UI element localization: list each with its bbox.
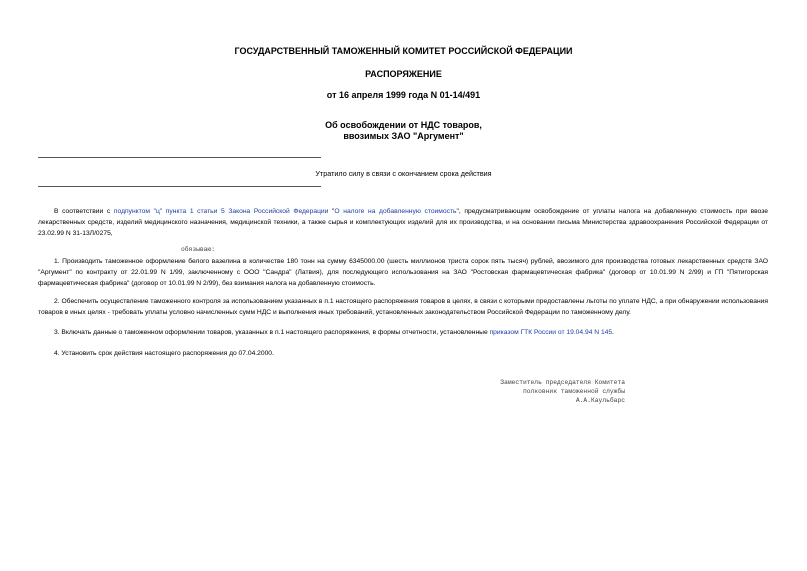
- divider-top: [38, 157, 321, 158]
- item-1-line-2: средств ЗАО "Аргумент" по контракту от 22.01.99 N 1/99, заключенному с ООО "Сандра" (Латвия), для последующего использования на ЗАО "Ростовская фармацевтическая фабрика" (договор от 10.01.99 N 2/99) и: [38, 258, 768, 276]
- document-title: [0, 120, 807, 142]
- item-4-paragraph: 4. Установить срок действия настоящего распоряжения до 07.04.2000.: [54, 350, 274, 357]
- vat-law-link[interactable]: О налоге на добавленную стоимость: [334, 208, 457, 215]
- signature-name: А.А.Каульбарс: [575, 397, 625, 404]
- item-2-line-2: использования товаров в иных целях - требовать уплаты условно начисленных сумм НДС и выполнения иных требований, установленных законодательством Российской Федерации по таможенному делу.: [38, 298, 769, 316]
- item-3-end: .: [612, 329, 614, 336]
- preamble-quote: ": [328, 208, 335, 215]
- item-2-line-1: 2. Обеспечить осуществление таможенного контроля за использованием указанных в п.1 настоящего распоряжения товаров в целях, в связи с которыми предоставлены льготы по уплате НДС, а при обнаружении: [54, 298, 720, 305]
- preamble-line-3: Российской Федерации от 23.02.99 N 31-13Л/0275,: [38, 219, 769, 237]
- item-1-line-1: 1. Производить таможенное оформление белого вазелина в количестве 180 тонн на сумму 6345000.00 (шесть миллионов триста сорок пять тысяч) рублей, ввозимого для производства готовых лекарственных: [54, 258, 725, 265]
- item-1-line-3: ГП "Пятигорская фармацевтическая фабрика" (договор от 10.01.99 N 2/99), без взимания налога на добавленную стоимость.: [38, 269, 769, 287]
- document-date-number: от 16 апреля 1999 года N 01-14/491: [326, 90, 481, 100]
- item-1-paragraph: [38, 256, 768, 289]
- preamble-text-start: В соответствии с: [54, 208, 114, 215]
- signature-block: [470, 378, 625, 405]
- title-line-1: Об освобождении от НДС товаров,: [325, 120, 482, 130]
- law-article-link[interactable]: подпунктом "ц" пункта 1 статьи 5 Закона Российской Федерации: [113, 208, 329, 215]
- preamble-line-2: ввозе лекарственных средств, изделий медицинского назначения, медицинской техники, а также сырья и комплектующих изделий для их производства, и на основании письма Министерства здравоохранения: [38, 208, 768, 226]
- signature-rank: полковник таможенной службы: [522, 388, 625, 395]
- item-3-paragraph: [54, 327, 768, 338]
- preamble-paragraph: [38, 206, 768, 239]
- signature-position: Заместитель председателя Комитета: [500, 379, 625, 386]
- document-type: РАСПОРЯЖЕНИЕ: [365, 69, 442, 79]
- committee-heading: ГОСУДАРСТВЕННЫЙ ТАМОЖЕННЫЙ КОМИТЕТ РОССИЙСКОЙ ФЕДЕРАЦИИ: [234, 46, 573, 56]
- divider-bottom: [38, 186, 321, 187]
- customs-order-link[interactable]: приказом ГТК России от 19.04.94 N 145: [489, 329, 613, 336]
- item-3-text: 3. Включать данные о таможенном оформлении товаров, указанных в п.1 настоящего распоряжения, в формы отчетности, установленные: [54, 329, 490, 336]
- item-2-paragraph: [38, 296, 768, 318]
- title-line-2: ввозимых ЗАО "Аргумент": [343, 131, 464, 141]
- preamble-text-end: ", предусматривающим освобождение от уплаты налога на добавленную стоимость при: [456, 208, 747, 215]
- status-note: Утратило силу в связи с окончанием срока действия: [315, 169, 492, 178]
- obligate-word: обязываю:: [181, 246, 216, 253]
